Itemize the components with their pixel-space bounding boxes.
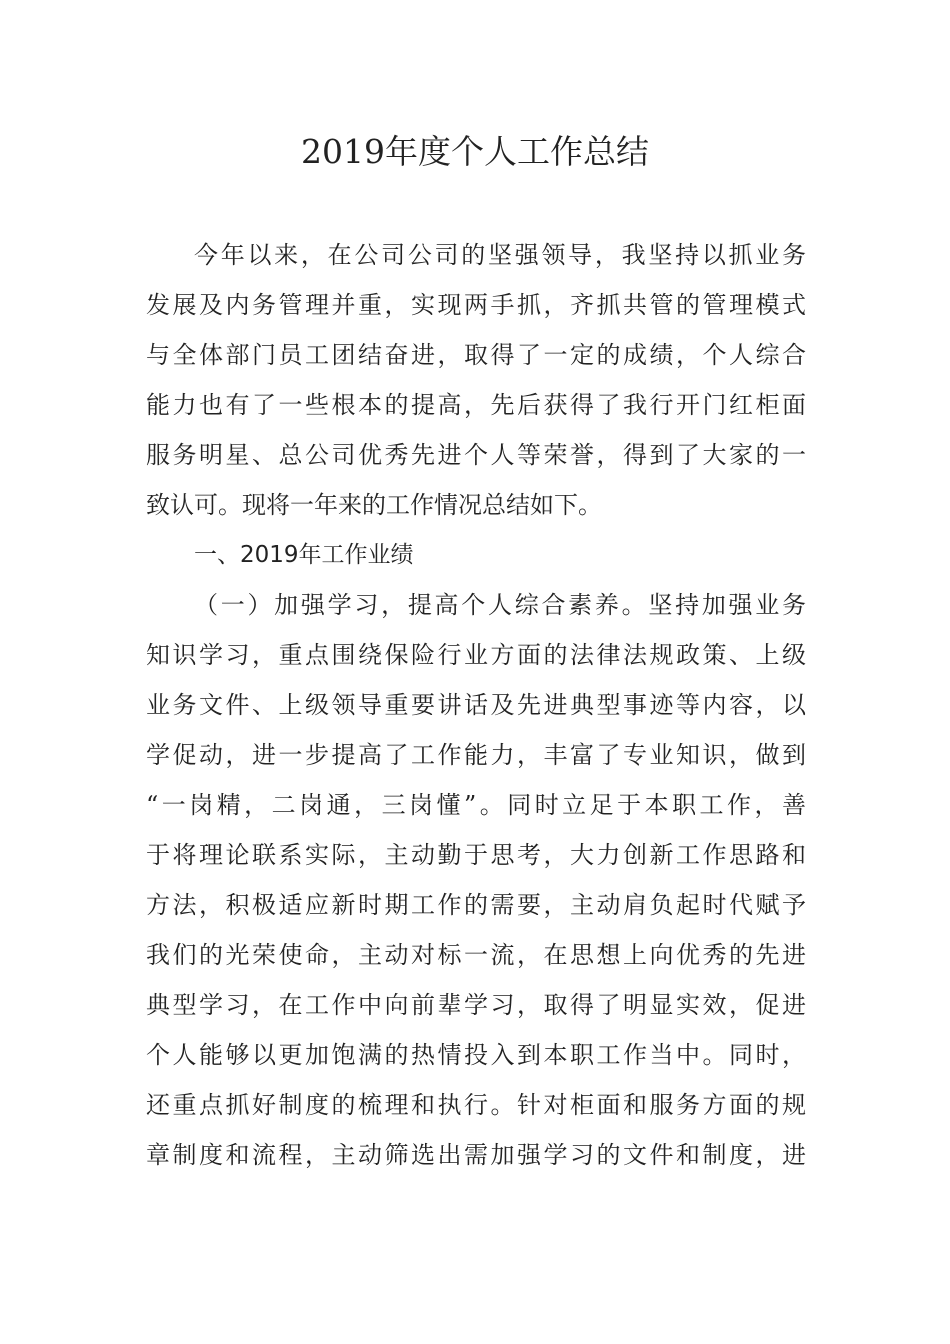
paragraph-line: 致认可。现将一年来的工作情况总结如下。	[146, 491, 602, 519]
paragraph-line: 典型学习，在工作中向前辈学习，取得了明显实效，促进	[146, 991, 806, 1019]
paragraph-line: 知识学习，重点围绕保险行业方面的法律法规政策、上级	[146, 641, 806, 669]
paragraph-line: 方法，积极适应新时期工作的需要，主动肩负起时代赋予	[146, 891, 806, 919]
paragraph-line: 章制度和流程，主动筛选出需加强学习的文件和制度，进	[146, 1141, 806, 1169]
paragraph-line: 于将理论联系实际，主动勤于思考，大力创新工作思路和	[146, 841, 806, 869]
document-body	[146, 230, 806, 1180]
paragraph-line: 还重点抓好制度的梳理和执行。针对柜面和服务方面的规	[146, 1091, 806, 1119]
paragraph-line: 今年以来，在公司公司的坚强领导，我坚持以抓业务	[194, 241, 806, 269]
paragraph-line: 发展及内务管理并重，实现两手抓，齐抓共管的管理模式	[146, 291, 806, 319]
document-title: 2019年度个人工作总结	[301, 132, 649, 171]
paragraph-line: 服务明星、总公司优秀先进个人等荣誉，得到了大家的一	[146, 441, 806, 469]
paragraph-line: 我们的光荣使命，主动对标一流，在思想上向优秀的先进	[146, 941, 806, 969]
paragraph-line: 个人能够以更加饱满的热情投入到本职工作当中。同时，	[146, 1041, 806, 1069]
paragraph-line: 业务文件、上级领导重要讲话及先进典型事迹等内容，以	[146, 691, 806, 719]
section-heading: 一、2019年工作业绩	[194, 542, 414, 568]
paragraph-line: 与全体部门员工团结奋进，取得了一定的成绩，个人综合	[146, 341, 806, 369]
paragraph-line: 能力也有了一些根本的提高，先后获得了我行开门红柜面	[146, 391, 806, 419]
paragraph-line: “一岗精，二岗通，三岗懂”。同时立足于本职工作，善	[146, 791, 806, 819]
paragraph-line: 学促动，进一步提高了工作能力，丰富了专业知识，做到	[146, 741, 806, 769]
paragraph-line: （一）加强学习，提高个人综合素养。坚持加强业务	[194, 591, 806, 619]
